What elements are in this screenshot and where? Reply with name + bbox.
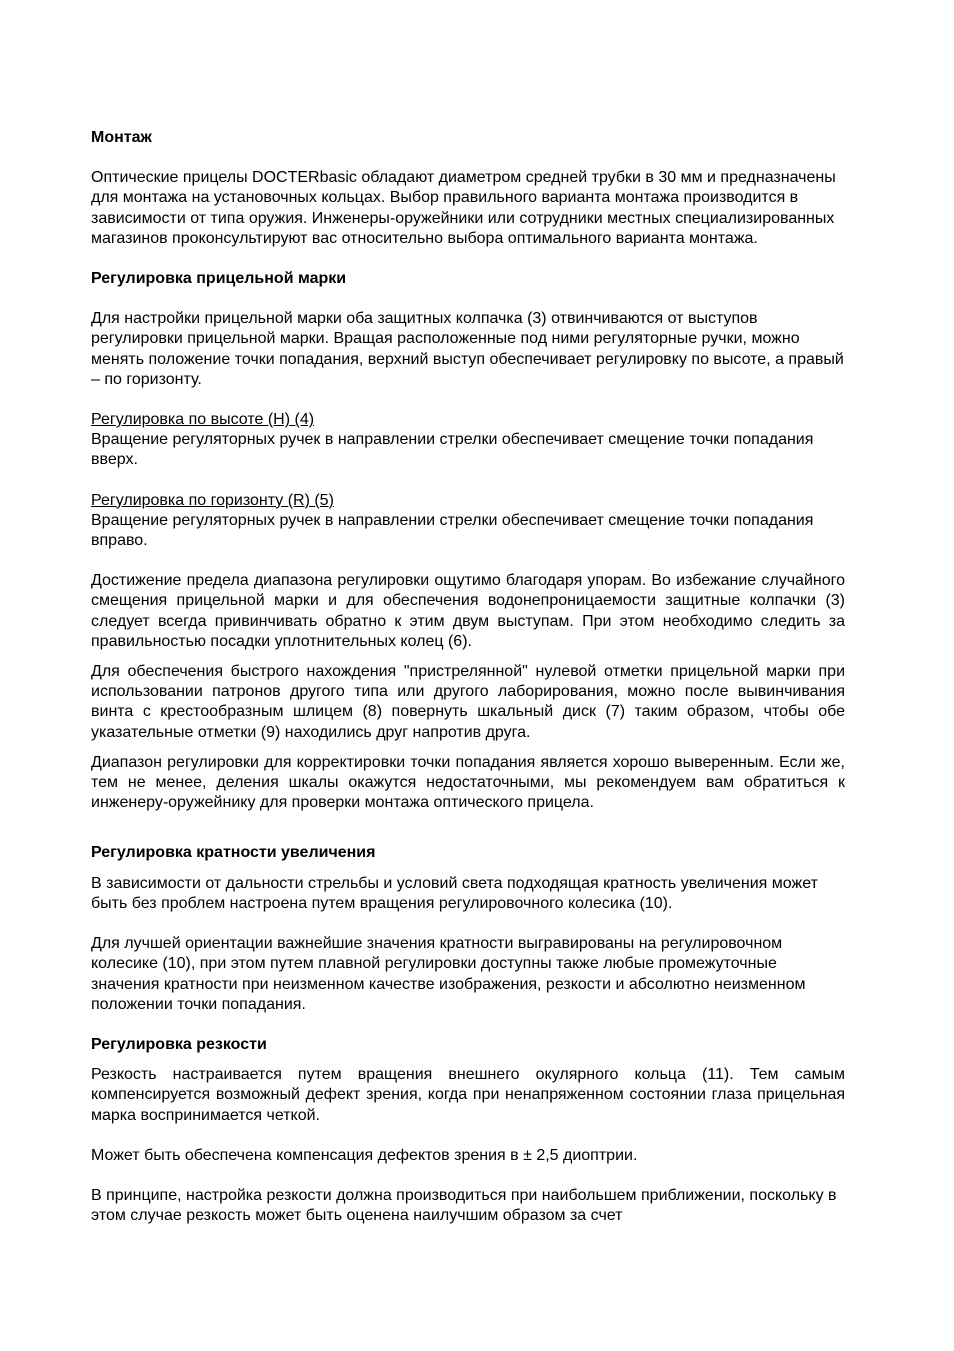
- heading-focus: Регулировка резкости: [91, 1035, 267, 1053]
- paragraph-range: Диапазон регулировки для корректировки точки попадания является хорошо выверенным. Если же, тем не менее, деления шкалы окажутся недостаточными, мы рекомендуем вам обратиться к инженеру-оружейнику для проверки монтажа оптического прицела.: [91, 753, 845, 812]
- paragraph-focus-3: В принципе, настройка резкости должна производиться при наибольшем приближении, поскольку в этом случае резкость может быть оценена наилучшим образом за счет: [91, 1186, 837, 1225]
- paragraph-mount: Оптические прицелы DOCTERbasic обладают диаметром средней трубки в 30 мм и предназначены для монтажа на установочных кольцах. Выбор правильного варианта монтажа производится в зависимости от типа оружия. Инженеры-оружейники или сотрудники местных специализированных магазинов проконсультируют вас относительно выбора оптимального варианта монтажа.: [91, 169, 836, 247]
- heading-mount: Монтаж: [91, 129, 152, 146]
- paragraph-focus-1: Резкость настраивается путем вращения внешнего окулярного кольца (11). Тем самым компенсируется возможный дефект зрения, когда при ненапряженном состоянии глаза прицельная марка воспринимается четкой.: [91, 1066, 845, 1124]
- paragraph-horizontal-adjustment: Вращение регуляторных ручек в направлении стрелки обеспечивает смещение точки попадания вправо.: [91, 511, 814, 550]
- horizontal-adjustment-title: Регулировка по горизонту (R) (5): [91, 491, 334, 509]
- subheading-horizontal-adjustment: [91, 491, 845, 511]
- document-page: [91, 128, 845, 1226]
- paragraph-magnification-2: Для лучшей ориентации важнейшие значения кратности выгравированы на регулировочном колесике (10), при этом путем плавной регулировки доступны также любые промежуточные значения кратности при неизменном качестве изображения, резкости и абсолютно неизменном положении точки попадания.: [91, 935, 806, 1013]
- subheading-height-adjustment: [91, 410, 845, 430]
- paragraph-reticle-intro: Для настройки прицельной марки оба защитных колпачка (3) отвинчиваются от выступов регулировки прицельной марки. Вращая расположенные под ними регуляторные ручки, можно менять положение точки попадания, верхний выступ обеспечивает регулировку по высоте, а правый – по горизонту.: [91, 310, 844, 388]
- paragraph-height-adjustment: Вращение регуляторных ручек в направлении стрелки обеспечивает смещение точки попадания вверх.: [91, 431, 814, 469]
- paragraph-magnification-1: В зависимости от дальности стрельбы и условий света подходящая кратность увеличения может быть без проблем настроена путем вращения регулировочного колесика (10).: [91, 874, 818, 912]
- paragraph-zero-mark: Для обеспечения быстрого нахождения "пристрелянной" нулевой отметки прицельной марки при использовании патронов другого типа или другого лаборирования, можно после вывинчивания винта с крестообразным шлицем (8) повернуть шкальный диск (7) таким образом, чтобы обе указательные отметки (9) находились друг напротив друга.: [91, 663, 845, 741]
- heading-magnification: Регулировка кратности увеличения: [91, 844, 376, 862]
- paragraph-focus-2: Может быть обеспечена компенсация дефектов зрения в ± 2,5 диоптрии.: [91, 1146, 638, 1164]
- heading-reticle: Регулировка прицельной марки: [91, 270, 347, 288]
- paragraph-limit: Достижение предела диапазона регулировки ощутимо благодаря упорам. Во избежание случайного смещения прицельной марки и для обеспечения водонепроницаемости защитные колпачки (3) следует всегда привинчивать обратно к этим двум выступам. При этом необходимо следить за правильностью посадки уплотнительных колец (6).: [91, 572, 845, 650]
- height-adjustment-title: Регулировка по высоте (H) (4): [91, 411, 315, 429]
